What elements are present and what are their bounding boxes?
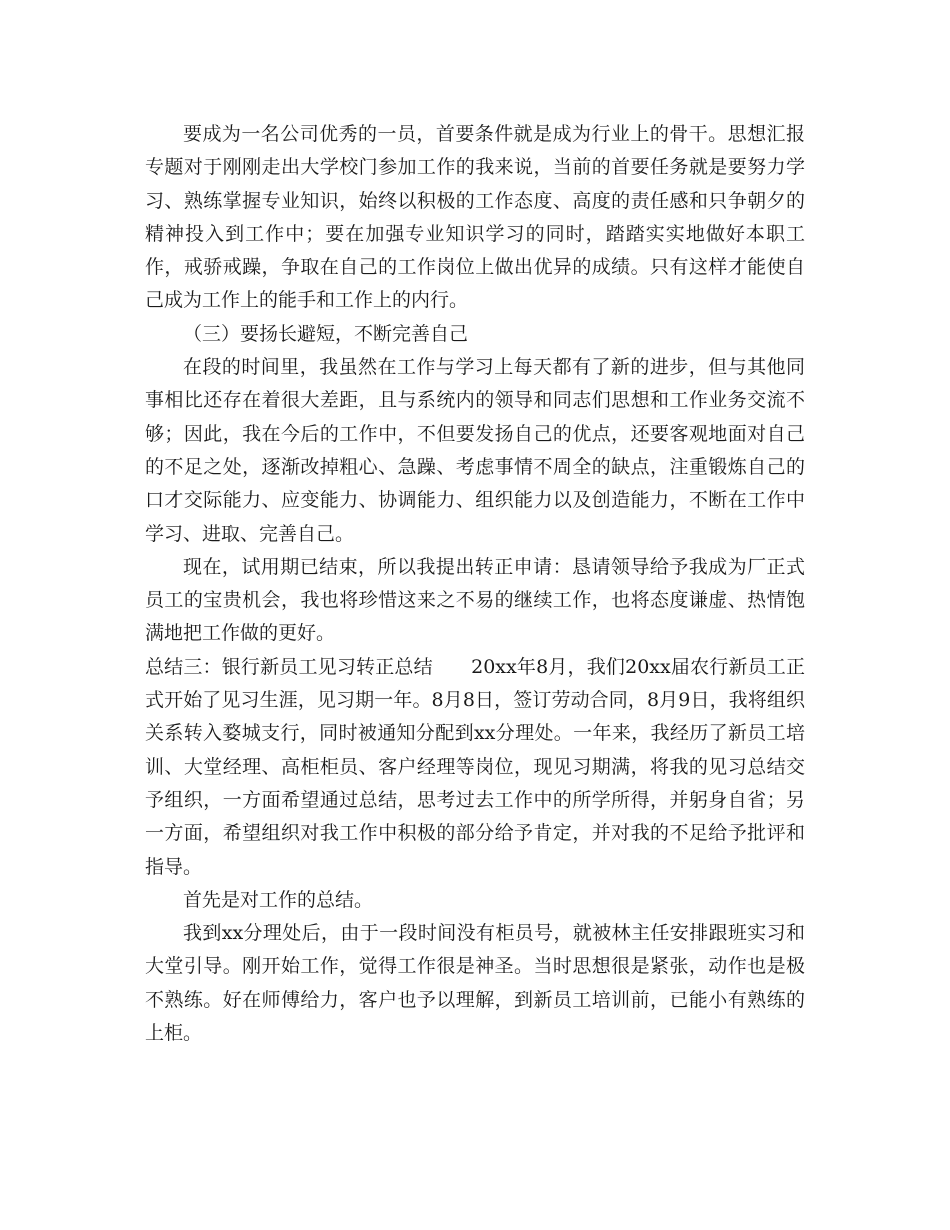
paragraph-work-summary-intro: 首先是对工作的总结。 xyxy=(183,888,374,911)
paragraph-self-improvement: 在段的时间里，我虽然在工作与学习上每天都有了新的进步，但与其他同事相比还存在着很大差距，且与系统内的领导和同志们思想和工作业务交流不够；因此，我在今后的工作中，不但要发扬自己的优点，还要客观地面对自己的不足之处，逐渐改掉粗心、急躁、考虑事情不周全的缺点，注重锻炼自己的口才交际能力、应变能力、协调能力、组织能力以及创造能力，不断在工作中学习、进取、完善自己。 xyxy=(145,356,805,545)
section-heading-three: （三）要扬长避短，不断完善自己 xyxy=(183,322,469,345)
paragraph-branch-experience: 我到xx分理处后，由于一段时间没有柜员号，就被林主任安排跟班实习和大堂引导。刚开始工作，觉得工作很是神圣。当时思想很是紧张，动作也是极不熟练。好在师傅给力，客户也予以理解，到新员工培训前，已能小有熟练的上柜。 xyxy=(145,922,805,1045)
paragraph-regularization-request: 现在，试用期已结束，所以我提出转正申请：恳请领导给予我成为厂正式员工的宝贵机会，我也将珍惜这来之不易的继续工作，也将态度谦虚、热情饱满地把工作做的更好。 xyxy=(145,555,805,645)
document-body xyxy=(145,118,805,1050)
paragraph-summary-three: 总结三：银行新员工见习转正总结 20xx年8月，我们20xx届农行新员工正式开始了见习生涯，见习期一年。8月8日，签订劳动合同，8月9日，我将组织关系转入婺城支行，同时被通知分配到xx分理处。一年来，我经历了新员工培训、大堂经理、高柜柜员、客户经理等岗位，现见习期满，将我的见习总结交予组织，一方面希望通过总结，思考过去工作中的所学所得，并躬身自省；另一方面，希望组织对我工作中积极的部分给予肯定，并对我的不足给予批评和指导。 xyxy=(145,655,805,878)
paragraph-become-backbone: 要成为一名公司优秀的一员，首要条件就是成为行业上的骨干。思想汇报专题对于刚刚走出大学校门参加工作的我来说，当前的首要任务就是要努力学习、熟练掌握专业知识，始终以积极的工作态度、高度的责任感和只争朝夕的精神投入到工作中；要在加强专业知识学习的同时，踏踏实实地做好本职工作，戒骄戒躁，争取在自己的工作岗位上做出优异的成绩。只有这样才能使自己成为工作上的能手和工作上的内行。 xyxy=(145,123,805,312)
